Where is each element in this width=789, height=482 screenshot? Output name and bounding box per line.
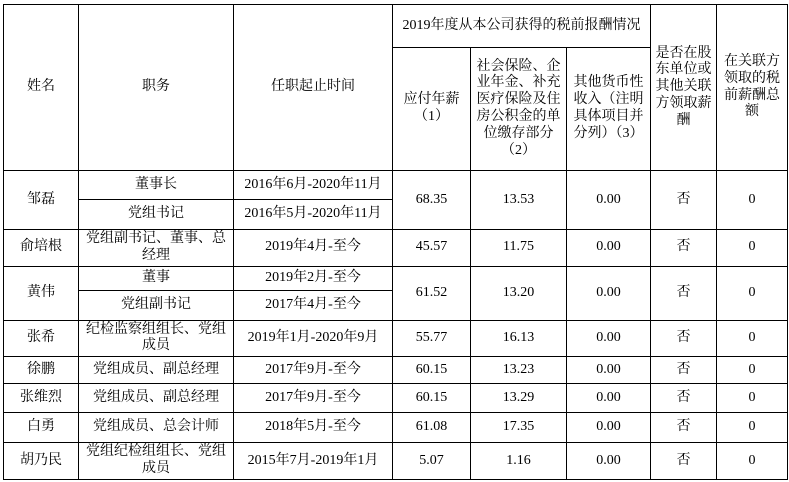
header-related-party-total: 在关联方领取的税前薪酬总额: [717, 5, 788, 171]
cell-term: 2017年9月-至今: [234, 357, 393, 384]
cell-salary: 61.08: [393, 413, 471, 443]
cell-other-income: 0.00: [567, 230, 651, 267]
cell-name: 黄伟: [4, 266, 79, 320]
cell-related-total: 0: [717, 230, 788, 267]
cell-name: 张维烈: [4, 384, 79, 413]
cell-related-total: 0: [717, 413, 788, 443]
cell-related-total: 0: [717, 320, 788, 357]
cell-position: 党组纪检组组长、党组成员: [79, 443, 234, 480]
cell-related-total: 0: [717, 443, 788, 480]
cell-related: 否: [651, 230, 717, 267]
header-name: 姓名: [4, 5, 79, 171]
cell-related-total: 0: [717, 266, 788, 320]
table-row: [4, 230, 788, 267]
cell-position: 党组成员、副总经理: [79, 384, 234, 413]
cell-other-income: 0.00: [567, 320, 651, 357]
cell-position: 纪检监察组组长、党组成员: [79, 320, 234, 357]
cell-insurance: 13.20: [471, 266, 567, 320]
cell-insurance: 13.53: [471, 171, 567, 230]
table-row: [4, 357, 788, 384]
cell-other-income: 0.00: [567, 171, 651, 230]
table-row: [4, 320, 788, 357]
header-row-1: [4, 5, 788, 48]
cell-insurance: 16.13: [471, 320, 567, 357]
cell-position: 董事长: [79, 171, 234, 200]
cell-name: 俞培根: [4, 230, 79, 267]
cell-other-income: 0.00: [567, 413, 651, 443]
cell-related: 否: [651, 320, 717, 357]
compensation-table: [3, 4, 788, 480]
cell-salary: 55.77: [393, 320, 471, 357]
cell-position: 党组书记: [79, 200, 234, 230]
cell-other-income: 0.00: [567, 384, 651, 413]
cell-term: 2019年1月-2020年9月: [234, 320, 393, 357]
cell-other-income: 0.00: [567, 266, 651, 320]
header-insurance-contrib: 社会保险、企业年金、补充医疗保险及住房公积金的单位缴存部分（2）: [471, 48, 567, 171]
cell-term: 2016年5月-2020年11月: [234, 200, 393, 230]
cell-related: 否: [651, 171, 717, 230]
cell-other-income: 0.00: [567, 443, 651, 480]
cell-term: 2017年9月-至今: [234, 384, 393, 413]
cell-insurance: 1.16: [471, 443, 567, 480]
cell-related: 否: [651, 266, 717, 320]
cell-position: 党组副书记、董事、总经理: [79, 230, 234, 267]
cell-related: 否: [651, 443, 717, 480]
cell-term: 2019年4月-至今: [234, 230, 393, 267]
cell-salary: 68.35: [393, 171, 471, 230]
cell-term: 2019年2月-至今: [234, 266, 393, 290]
cell-name: 张希: [4, 320, 79, 357]
cell-name: 徐鹏: [4, 357, 79, 384]
cell-related: 否: [651, 384, 717, 413]
header-salary-payable: 应付年薪（1）: [393, 48, 471, 171]
cell-insurance: 11.75: [471, 230, 567, 267]
cell-term: 2017年4月-至今: [234, 290, 393, 320]
header-position: 职务: [79, 5, 234, 171]
cell-position: 党组副书记: [79, 290, 234, 320]
header-related-party-question: 是否在股东单位或其他关联方领取薪酬: [651, 5, 717, 171]
header-term: 任职起止时间: [234, 5, 393, 171]
table-row: [4, 171, 788, 200]
header-other-income: 其他货币性收入（注明具体项目并分列）（3）: [567, 48, 651, 171]
cell-salary: 60.15: [393, 384, 471, 413]
cell-insurance: 13.23: [471, 357, 567, 384]
table-row: [4, 384, 788, 413]
cell-insurance: 17.35: [471, 413, 567, 443]
table-row: [4, 443, 788, 480]
cell-position: 党组成员、副总经理: [79, 357, 234, 384]
cell-name: 胡乃民: [4, 443, 79, 480]
header-compensation-group: 2019年度从本公司获得的税前报酬情况: [393, 5, 651, 48]
cell-salary: 5.07: [393, 443, 471, 480]
cell-related: 否: [651, 357, 717, 384]
cell-salary: 45.57: [393, 230, 471, 267]
cell-name: 邹磊: [4, 171, 79, 230]
cell-related-total: 0: [717, 357, 788, 384]
cell-position: 党组成员、总会计师: [79, 413, 234, 443]
cell-salary: 60.15: [393, 357, 471, 384]
table-row: [4, 413, 788, 443]
cell-term: 2016年6月-2020年11月: [234, 171, 393, 200]
table-row: [4, 266, 788, 290]
cell-related-total: 0: [717, 384, 788, 413]
cell-term: 2015年7月-2019年1月: [234, 443, 393, 480]
cell-salary: 61.52: [393, 266, 471, 320]
cell-term: 2018年5月-至今: [234, 413, 393, 443]
cell-related: 否: [651, 413, 717, 443]
cell-insurance: 13.29: [471, 384, 567, 413]
cell-related-total: 0: [717, 171, 788, 230]
cell-name: 白勇: [4, 413, 79, 443]
cell-position: 董事: [79, 266, 234, 290]
cell-other-income: 0.00: [567, 357, 651, 384]
